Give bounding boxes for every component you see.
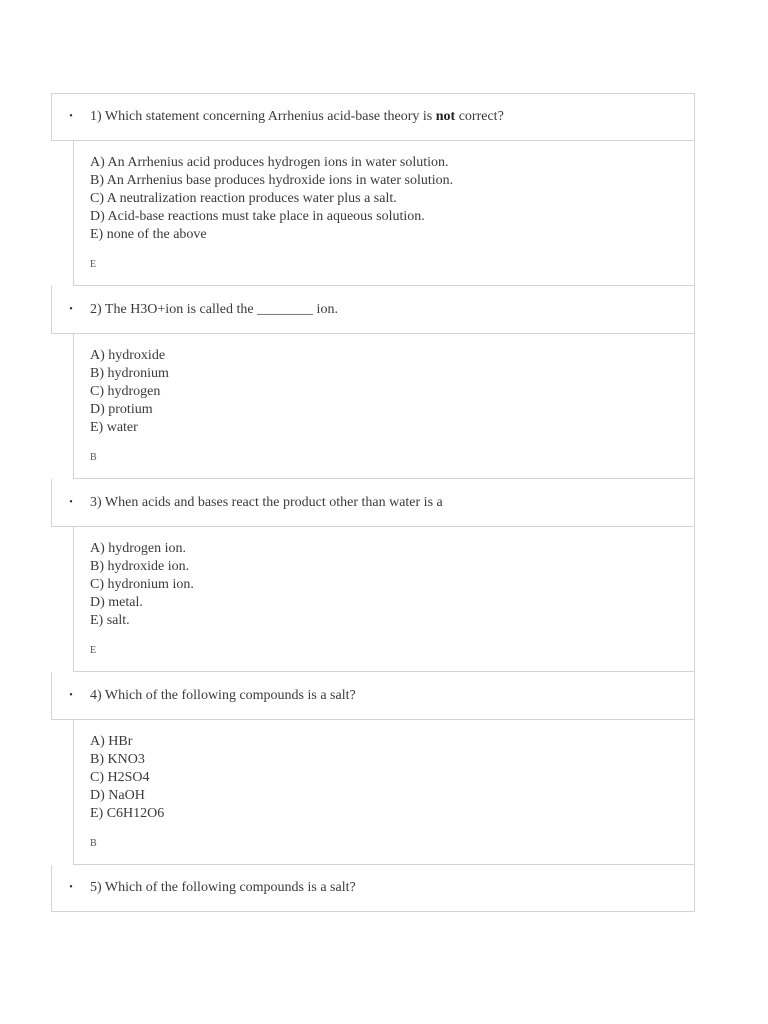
answer-key: E	[90, 259, 97, 270]
bullet-icon: •	[69, 496, 73, 508]
question-text-3: 3) When acids and bases react the product other than water is a	[90, 494, 443, 510]
answer-key: B	[90, 838, 97, 849]
answer-key: B	[90, 452, 97, 463]
question-text-4: 4) Which of the following compounds is a salt?	[90, 687, 356, 703]
bullet-icon: •	[69, 882, 73, 893]
option-e: E) none of the above	[90, 227, 207, 242]
emphasis-not: not	[435, 109, 456, 124]
option-b: B) KNO3	[90, 752, 145, 767]
option-c: C) H2SO4	[90, 770, 150, 785]
option-b: B) An Arrhenius base produces hydroxide ions in water solution.	[90, 173, 454, 188]
bullet-icon: •	[69, 111, 73, 122]
bullet-icon: •	[69, 303, 73, 315]
option-a: A) An Arrhenius acid produces hydrogen ions in water solution.	[90, 155, 449, 170]
option-c: C) hydronium ion.	[90, 577, 194, 592]
option-c: C) A neutralization reaction produces water plus a salt.	[90, 191, 397, 206]
option-a: A) hydroxide	[90, 348, 166, 363]
answer-key: E	[90, 645, 97, 656]
option-e: E) water	[90, 420, 138, 435]
option-e: E) salt.	[90, 613, 130, 628]
question-body-2	[73, 334, 695, 479]
question-body-4	[73, 720, 695, 865]
question-header-3	[51, 479, 695, 527]
question-text-5: 5) Which of the following compounds is a salt?	[90, 880, 356, 895]
option-b: B) hydronium	[90, 366, 169, 381]
option-d: D) metal.	[90, 595, 143, 610]
question-header-1	[51, 93, 695, 141]
quiz-page	[51, 93, 695, 912]
question-header-5	[51, 865, 695, 912]
question-text-1: 1) Which statement concerning Arrhenius acid-base theory is not correct?	[90, 109, 504, 124]
option-e: E) C6H12O6	[90, 806, 165, 821]
option-c: C) hydrogen	[90, 384, 161, 399]
option-a: A) hydrogen ion.	[90, 541, 187, 556]
option-d: D) NaOH	[90, 788, 145, 803]
option-a: A) HBr	[90, 734, 133, 749]
option-d: D) protium	[90, 402, 153, 417]
question-text-2: 2) The H3O+ion is called the ________ ion.	[90, 301, 338, 317]
question-body-1	[73, 141, 695, 286]
bullet-icon: •	[69, 689, 73, 701]
option-b: B) hydroxide ion.	[90, 559, 190, 574]
question-header-4	[51, 672, 695, 720]
question-body-3	[73, 527, 695, 672]
question-header-2	[51, 286, 695, 334]
option-d: D) Acid-base reactions must take place in aqueous solution.	[90, 209, 425, 224]
